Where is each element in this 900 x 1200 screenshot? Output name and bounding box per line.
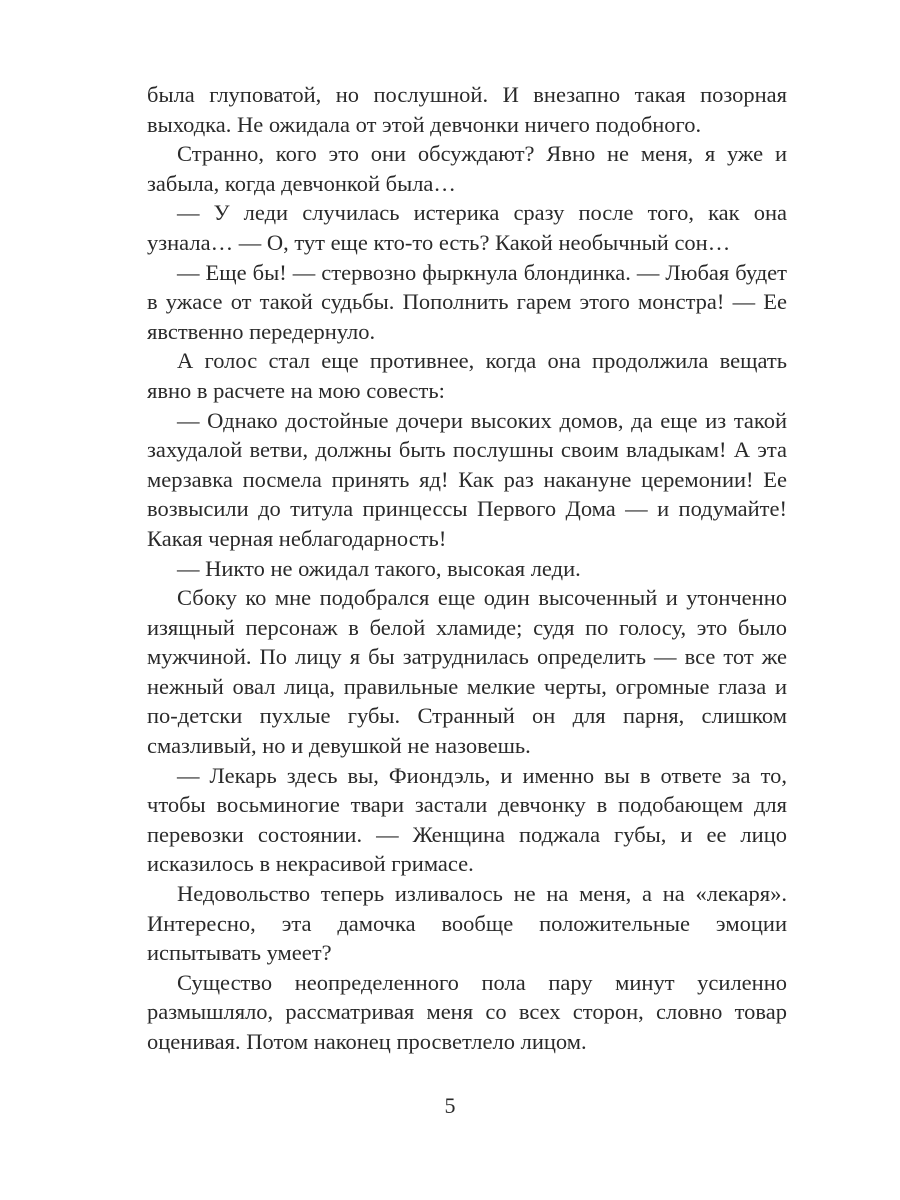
paragraph: Существо неопределенного пола пару минут усиленно размышляло, рассматривая меня со всех сторон, словно товар оценивая. Потом наконец просветлело лицом. — [147, 969, 787, 1054]
paragraph-continuation: была глуповатой, но послушной. И внезапно такая позорная выходка. Не ожидала от этой девчонки ничего подобного. — [147, 82, 787, 137]
paragraph-dialogue: — Однако достойные дочери высоких домов, да еще из такой захудалой ветви, должны быть послушны своим владыкам! А эта мерзавка посмела принять яд! Как раз накануне церемонии! Ее возвысили до титула принцессы Первого Дома — и подумайте! Какая черная неблагодарность! — [147, 407, 787, 551]
page-number: 5 — [444, 1093, 456, 1118]
paragraph-dialogue: — У леди случилась истерика сразу после того, как она узнала… — О, тут еще кто-то есть? Какой необычный сон… — [147, 200, 787, 255]
page-body — [147, 80, 787, 1057]
paragraph: Недовольство теперь изливалось не на меня, а на «лекаря». Интересно, эта дамочка вообще положительные эмоции испытывать умеет? — [147, 881, 787, 966]
paragraph-dialogue: — Еще бы! — стервозно фыркнула блондинка. — Любая будет в ужасе от такой судьбы. Пополнить гарем этого монстра! — Ее явственно передернуло. — [147, 259, 787, 344]
paragraph: А голос стал еще противнее, когда она продолжила вещать явно в расчете на мою совесть: — [147, 348, 787, 403]
paragraph-dialogue: — Лекарь здесь вы, Фиондэль, и именно вы в ответе за то, чтобы восьминогие твари застали девчонку в подобающем для перевозки состоянии. — Женщина поджала губы, и ее лицо исказилось в некрасивой гримасе. — [147, 762, 787, 877]
paragraph: Сбоку ко мне подобрался еще один высоченный и утонченно изящный персонаж в белой хламиде; судя по голосу, это было мужчиной. По лицу я бы затруднилась определить — все тот же нежный овал лица, правильные мелкие черты, огромные глаза и по-детски пухлые губы. Странный он для парня, слишком смазливый, но и девушкой не назовешь. — [147, 585, 787, 759]
paragraph-dialogue: — Никто не ожидал такого, высокая леди. — [177, 555, 581, 581]
paragraph: Странно, кого это они обсуждают? Явно не меня, я уже и забыла, когда девчонкой была… — [147, 141, 787, 196]
